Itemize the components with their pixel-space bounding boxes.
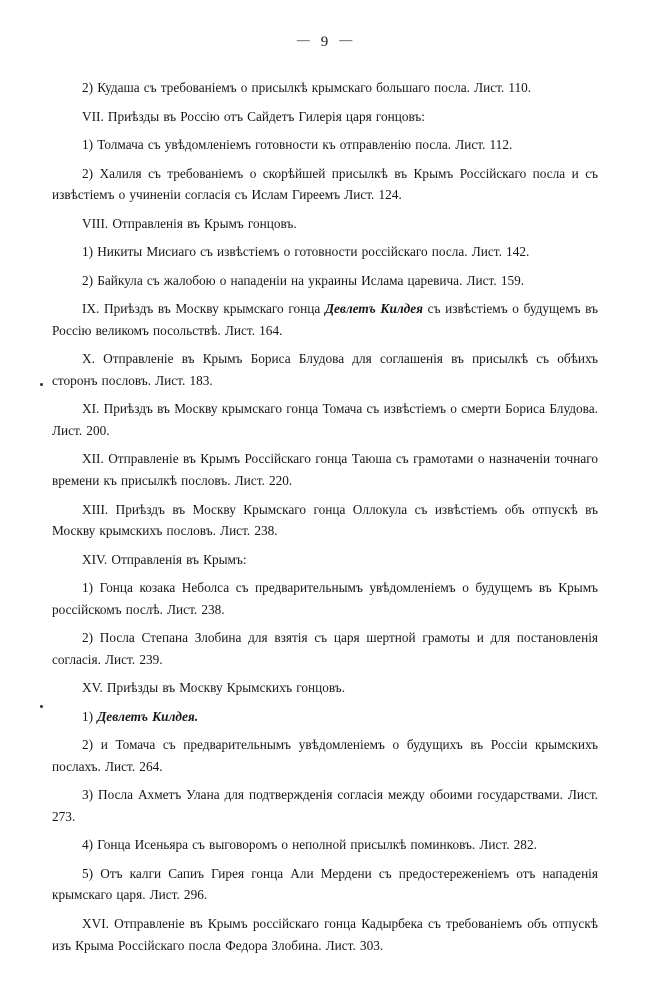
paragraph-text: 2) и Томача съ предварительнымъ увѣдомленіемъ о будущихъ въ Россіи крымскихъ послахъ. Лист. 264. xyxy=(52,737,598,774)
paragraph xyxy=(52,398,598,441)
paragraph-text: 1) Никиты Мисиаго съ извѣстіемъ о готовности россійскаго посла. Лист. 142. xyxy=(82,244,530,260)
paragraph xyxy=(52,163,598,206)
paragraph xyxy=(52,913,598,956)
paragraph-text: 2) Халиля съ требованіемъ о скорѣйшей присылкѣ въ Крымъ Россійскаго посла и съ извѣстіемъ о учиненіи согласія съ Ислам Гиреемъ Лист. 124. xyxy=(52,165,598,203)
paragraph xyxy=(52,706,598,728)
paragraph xyxy=(52,241,598,263)
paragraph-text: XV. Приѣзды въ Москву Крымскихъ гонцовъ. xyxy=(82,680,346,696)
body-text xyxy=(52,77,598,956)
paragraph xyxy=(52,577,598,620)
margin-dot-mark-lower xyxy=(40,705,43,708)
paragraph-text: XIII. Приѣздъ въ Москву Крымскаго гонца Оллокула съ извѣстіемъ объ отпускѣ въ Москву крымскихъ пословъ. Лист. 238. xyxy=(52,501,598,539)
paragraph-text: 2) Кудаша съ требованіемъ о присылкѣ крымскаго большаго посла. Лист. 110. xyxy=(82,80,532,95)
paragraph-text: X. Отправленіе въ Крымъ Бориса Блудова для соглашенія въ присылкѣ съ обѣихъ сторонъ пословъ. Лист. 183. xyxy=(52,351,598,388)
paragraph-text: 5) Отъ калги Сапиъ Гирея гонца Али Мердени съ предостереженіемъ отъ нападенія крымскаго царя. Лист. 296. xyxy=(52,865,598,903)
paragraph xyxy=(52,834,598,856)
paragraph xyxy=(52,734,598,777)
paragraph-text: VII. Приѣзды въ Россію отъ Сайдетъ Гилерія царя гонцовъ: xyxy=(82,108,425,124)
page-header xyxy=(52,34,598,51)
paragraph-text: 3) Посла Ахметъ Улана для подтвержденія согласія между обоими государствами. Лист. 273. xyxy=(52,787,598,824)
paragraph xyxy=(52,863,598,906)
paragraph xyxy=(52,448,598,491)
paragraph-text: XII. Отправленіе въ Крымъ Россійскаго гонца Таюша съ грамотами о назначеніи точнаго времени къ присылкѣ пословъ. Лист. 220. xyxy=(52,451,598,488)
paragraph xyxy=(52,784,598,827)
paragraph xyxy=(52,213,598,235)
paragraph xyxy=(52,298,598,341)
paragraph-emphasis: Девлетъ Килдея xyxy=(324,301,424,317)
paragraph xyxy=(52,106,598,128)
paragraph xyxy=(52,677,598,699)
paragraph-text: XVI. Отправленіе въ Крымъ россійскаго гонца Кадырбека съ требованіемъ объ отпускѣ изъ Крыма Россійскаго посла Федора Злобина. Лист. 303. xyxy=(52,916,598,953)
margin-dot-mark-upper xyxy=(40,383,43,386)
header-dash-right: — xyxy=(339,32,354,47)
page-number: 9 xyxy=(320,34,330,50)
paragraph-text: 1) xyxy=(82,708,98,724)
paragraph-text: 1) Гонца козака Неболса съ предварительнымъ увѣдомленіемъ о будущемъ въ Крымъ россійскомъ послѣ. Лист. 238. xyxy=(52,580,598,617)
paragraph-text: VIII. Отправленія въ Крымъ гонцовъ. xyxy=(82,215,297,231)
paragraph xyxy=(52,77,598,99)
paragraph xyxy=(52,549,598,571)
paragraph xyxy=(52,270,598,292)
paragraph-text: 1) Толмача съ увѣдомленіемъ готовности къ отправленію посла. Лист. 112. xyxy=(82,137,513,153)
paragraph xyxy=(52,499,598,542)
paragraph xyxy=(52,627,598,670)
paragraph-text: XI. Приѣздъ въ Москву крымскаго гонца Томача съ извѣстіемъ о смерти Бориса Блудова. Лист. 200. xyxy=(52,401,598,438)
paragraph xyxy=(52,348,598,391)
paragraph-text: IX. Приѣздъ въ Москву крымскаго гонца xyxy=(82,301,325,317)
paragraph-text: 2) Посла Степана Злобина для взятія съ царя шертной грамоты и для постановленія согласія. Лист. 239. xyxy=(52,630,598,667)
paragraph-emphasis: Девлетъ Килдея. xyxy=(97,708,199,724)
paragraph-text: 4) Гонца Исеньяра съ выговоромъ о неполной присылкѣ поминковъ. Лист. 282. xyxy=(82,837,537,853)
paragraph-text: 2) Байкула съ жалобою о нападеніи на украины Ислама царевича. Лист. 159. xyxy=(82,272,525,288)
header-dash-left: — xyxy=(296,32,311,47)
paragraph-text: XIV. Отправленія въ Крымъ: xyxy=(82,551,247,567)
paragraph xyxy=(52,134,598,156)
paragraph-text-continued: съ извѣстіемъ о будущемъ въ Россію великомъ посольствѣ. Лист. 164. xyxy=(52,301,598,338)
